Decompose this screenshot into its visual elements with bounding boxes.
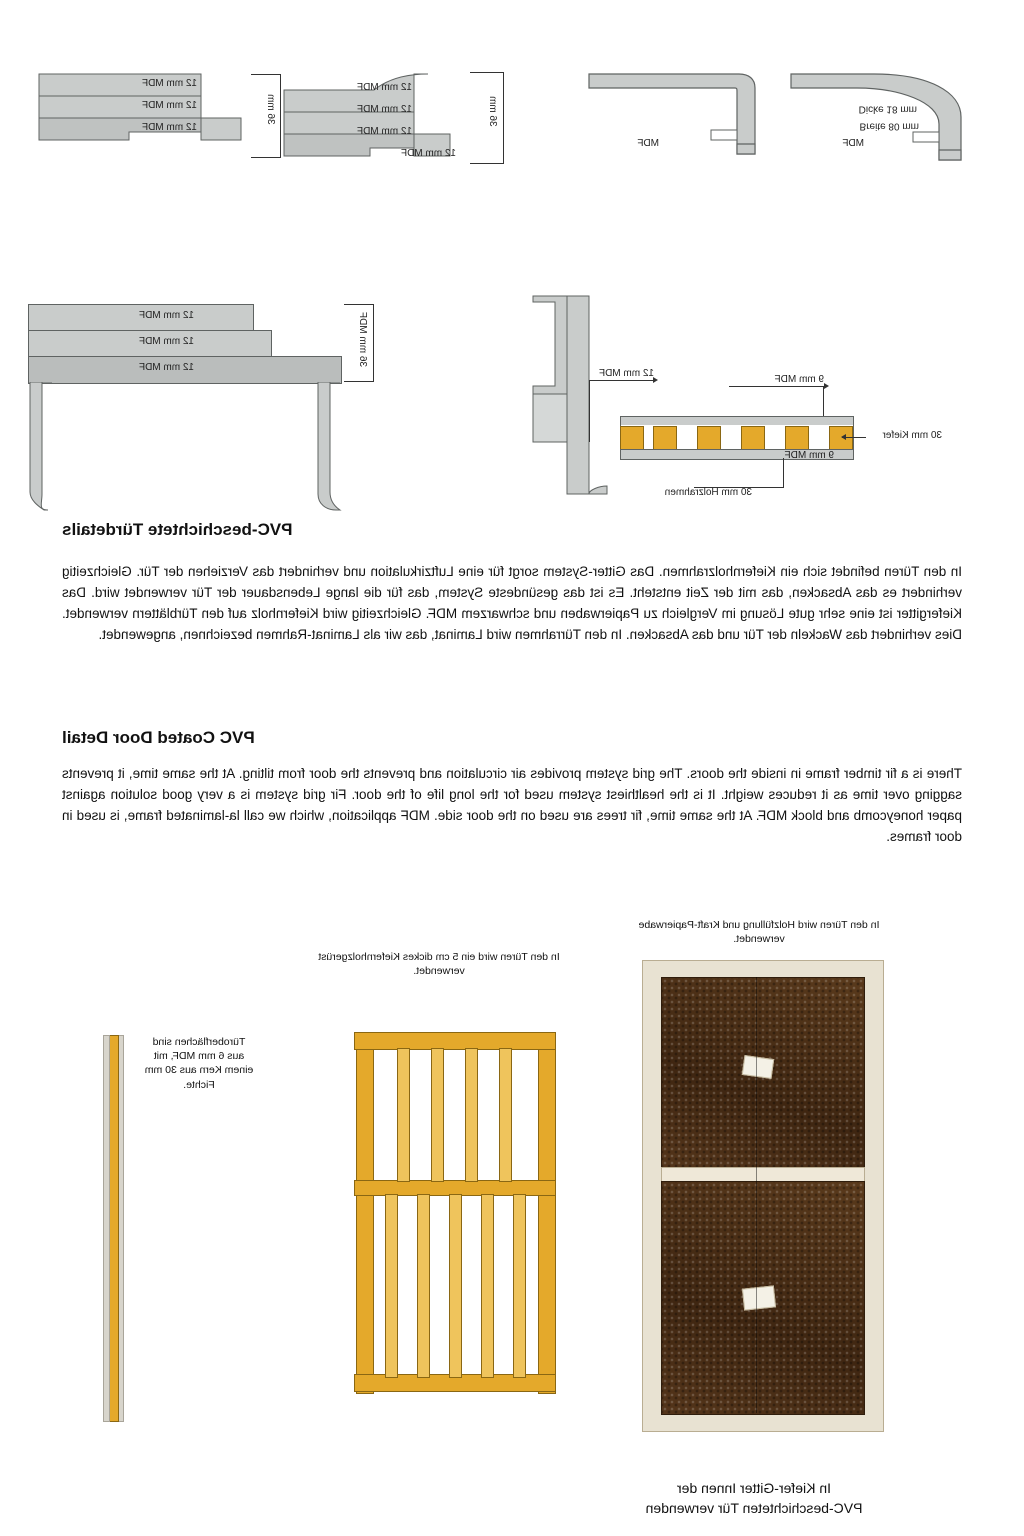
article-en	[62, 728, 962, 848]
grid-muntin-2	[465, 1048, 478, 1182]
label-mdf9-bottom: 9 mm MDF	[784, 450, 834, 461]
article-de-body: In den Türen befindet sich ein Kiefernholzrahmen. Das Gitter-System sorgt für eine Luftzirkulation und verhindert das Verziehen der Tür. Gleichzeitig verhindert es das Absacken, das mit der Zeit entsteht. Es ist das gesündeste System, das für die lange Lebensdauer der Tür verwendet wird. Das Kiefergitter ist eine sehr gute Lösung im Vergleich zu Papierwaben und schwarzem MDF. Gleichzeitig wird Kiefernholz auf den Türblättern verwendet. Dies verhindert das Wackeln der Tür und das Absacken. In den Türrahmen wird Laminat, das wir als Laminat-Rahmen bezeichnen, angewendet.	[62, 564, 962, 642]
profile-4-dim-line	[280, 74, 281, 158]
profile-3-dim-tick-top	[470, 72, 504, 73]
frame-layer-3-label: 12 mm MDF	[139, 362, 194, 373]
profile-4-layer-1: 12 mm MDF	[142, 78, 197, 89]
grid-muntin-5	[513, 1194, 526, 1378]
grid-muntin-9	[385, 1194, 398, 1378]
profile-2-shape	[579, 62, 759, 167]
photo-honeycomb-caption-top: In den Türen wird Holzfüllung und Kraft-Papierwabe verwendet.	[638, 919, 880, 946]
grid-stile-right	[356, 1032, 374, 1394]
photo-honeycomb-group	[604, 918, 914, 1478]
profile-4-layer-3: 12 mm MDF	[142, 122, 197, 133]
profile-4-overall-label: 36 mm	[265, 94, 276, 125]
profile-3-layer-3: 12 mm MDF	[357, 126, 412, 137]
grid-muntin-6	[481, 1194, 494, 1378]
pine-block-3	[741, 426, 765, 450]
profile-4-layer-2: 12 mm MDF	[142, 100, 197, 111]
photo-edge-group	[64, 1035, 254, 1455]
profile-3-dim-tick-bottom	[470, 163, 504, 164]
jamb-profile-shape	[499, 290, 629, 505]
photo-grid-group	[314, 950, 564, 1450]
frame-dim-line	[373, 304, 374, 382]
frame-layer-2-label: 12 mm MDF	[139, 336, 194, 347]
pine-block-4	[697, 426, 721, 450]
frame-layer-1-label: 12 mm MDF	[139, 310, 194, 321]
profile-1-group	[779, 62, 969, 167]
grid-stile-left	[538, 1032, 556, 1394]
grid-muntin-1	[499, 1048, 512, 1182]
photo-grid-caption-top: In den Türen wird ein 5 cm dickes Kiefernholzgerüst verwendet.	[318, 951, 560, 978]
profile-1-shape	[779, 62, 969, 167]
profile-1-material-label: MDF	[842, 138, 864, 149]
leader-mdf9-bottom-v	[783, 458, 784, 488]
profile-1-thickness-label: Dicke 18 mm	[858, 103, 917, 115]
profile-4-dim-tick-top	[251, 74, 281, 75]
grid-muntin-7	[449, 1194, 462, 1378]
profile-2-group	[579, 62, 759, 167]
photo-edge-caption: Türoberflächen sind aus 6 mm MDF, mit einem Kern aus 30 mm Fichte.	[144, 1036, 254, 1091]
leader-mdf9-top-arrow	[824, 383, 829, 389]
profile-3-layer-4: 12 mm MDF	[401, 148, 456, 159]
article-en-body: There is a fir timber frame in inside the doors. The grid system provides air circulation and prevents the door from tilting. At the same time, it prevents sagging over time as it reduces weight. It is the healthiest system used for the long life of the door. Fir grid system is a very good solution against paper honeycomb and block MDF. At the same time, fir trees are used on the door side. MDF application, which we call la-laminated frame, is used in door frames.	[62, 766, 962, 844]
grid-muntin-3	[431, 1048, 444, 1182]
label-holzrahmen30: 30 mm Holzrahmen	[664, 487, 752, 498]
photo-honeycomb-caption-bottom	[544, 1478, 964, 1519]
frame-dim-tick-bottom	[344, 381, 374, 382]
honeycomb-tag-2	[742, 1285, 776, 1310]
photo-honeycomb-caption-bottom-line1: In Kiefer-Gitter Innen der	[676, 1480, 832, 1496]
grid-muntin-4	[397, 1048, 410, 1182]
photo-edge-strip	[104, 1035, 124, 1420]
label-mdf12: 12 mm MDF	[599, 368, 654, 379]
frame-dim-tick-top	[344, 304, 374, 305]
leader-mdf9-top-v	[823, 386, 824, 416]
frame-overall-label: 36 mm MDF	[357, 312, 368, 367]
label-kiefer30: 30 mm Kiefer	[882, 430, 942, 441]
profile-4-dim-tick-bottom	[251, 157, 281, 158]
edge-mdf-face-right	[103, 1035, 110, 1422]
profile-2-material-label: MDF	[637, 138, 659, 149]
profile-1-width-label: Breite 80 mm	[859, 120, 919, 132]
grid-rail-top	[354, 1032, 556, 1050]
pine-block-6	[620, 426, 644, 450]
profile-3-dim-line	[503, 72, 504, 164]
profile-3-group	[282, 60, 512, 170]
article-en-heading: PVC Coated Door Detail	[62, 728, 255, 747]
honeycomb-center-seam	[756, 977, 757, 1413]
door-section-diagram	[504, 290, 984, 510]
article-de	[62, 520, 962, 646]
leader-mdf12-v	[589, 380, 590, 442]
label-mdf9-top: 9 mm MDF	[774, 374, 824, 385]
photo-grid-drawing	[356, 1032, 556, 1392]
pine-block-5	[653, 426, 677, 450]
grid-muntin-8	[417, 1194, 430, 1378]
honeycomb-tag-1	[742, 1055, 774, 1079]
pine-block-2	[785, 426, 809, 450]
profile-3-layer-2: 12 mm MDF	[357, 104, 412, 115]
photo-honeycomb-caption-bottom-line2: PVC-beschichteten Tür verwenden	[645, 1500, 863, 1517]
article-de-heading: PVC-beschichtete Türdetails	[62, 520, 293, 539]
leader-kiefer-arrow	[841, 434, 846, 440]
profile-3-overall-label: 36 mm	[487, 96, 498, 127]
profile-3-layer-1: 12 mm MDF	[357, 82, 412, 93]
photo-honeycomb-frame	[642, 960, 884, 1432]
frame-section-diagram	[24, 290, 384, 515]
profile-4-group	[29, 60, 289, 170]
frame-legs-shape	[24, 382, 344, 512]
